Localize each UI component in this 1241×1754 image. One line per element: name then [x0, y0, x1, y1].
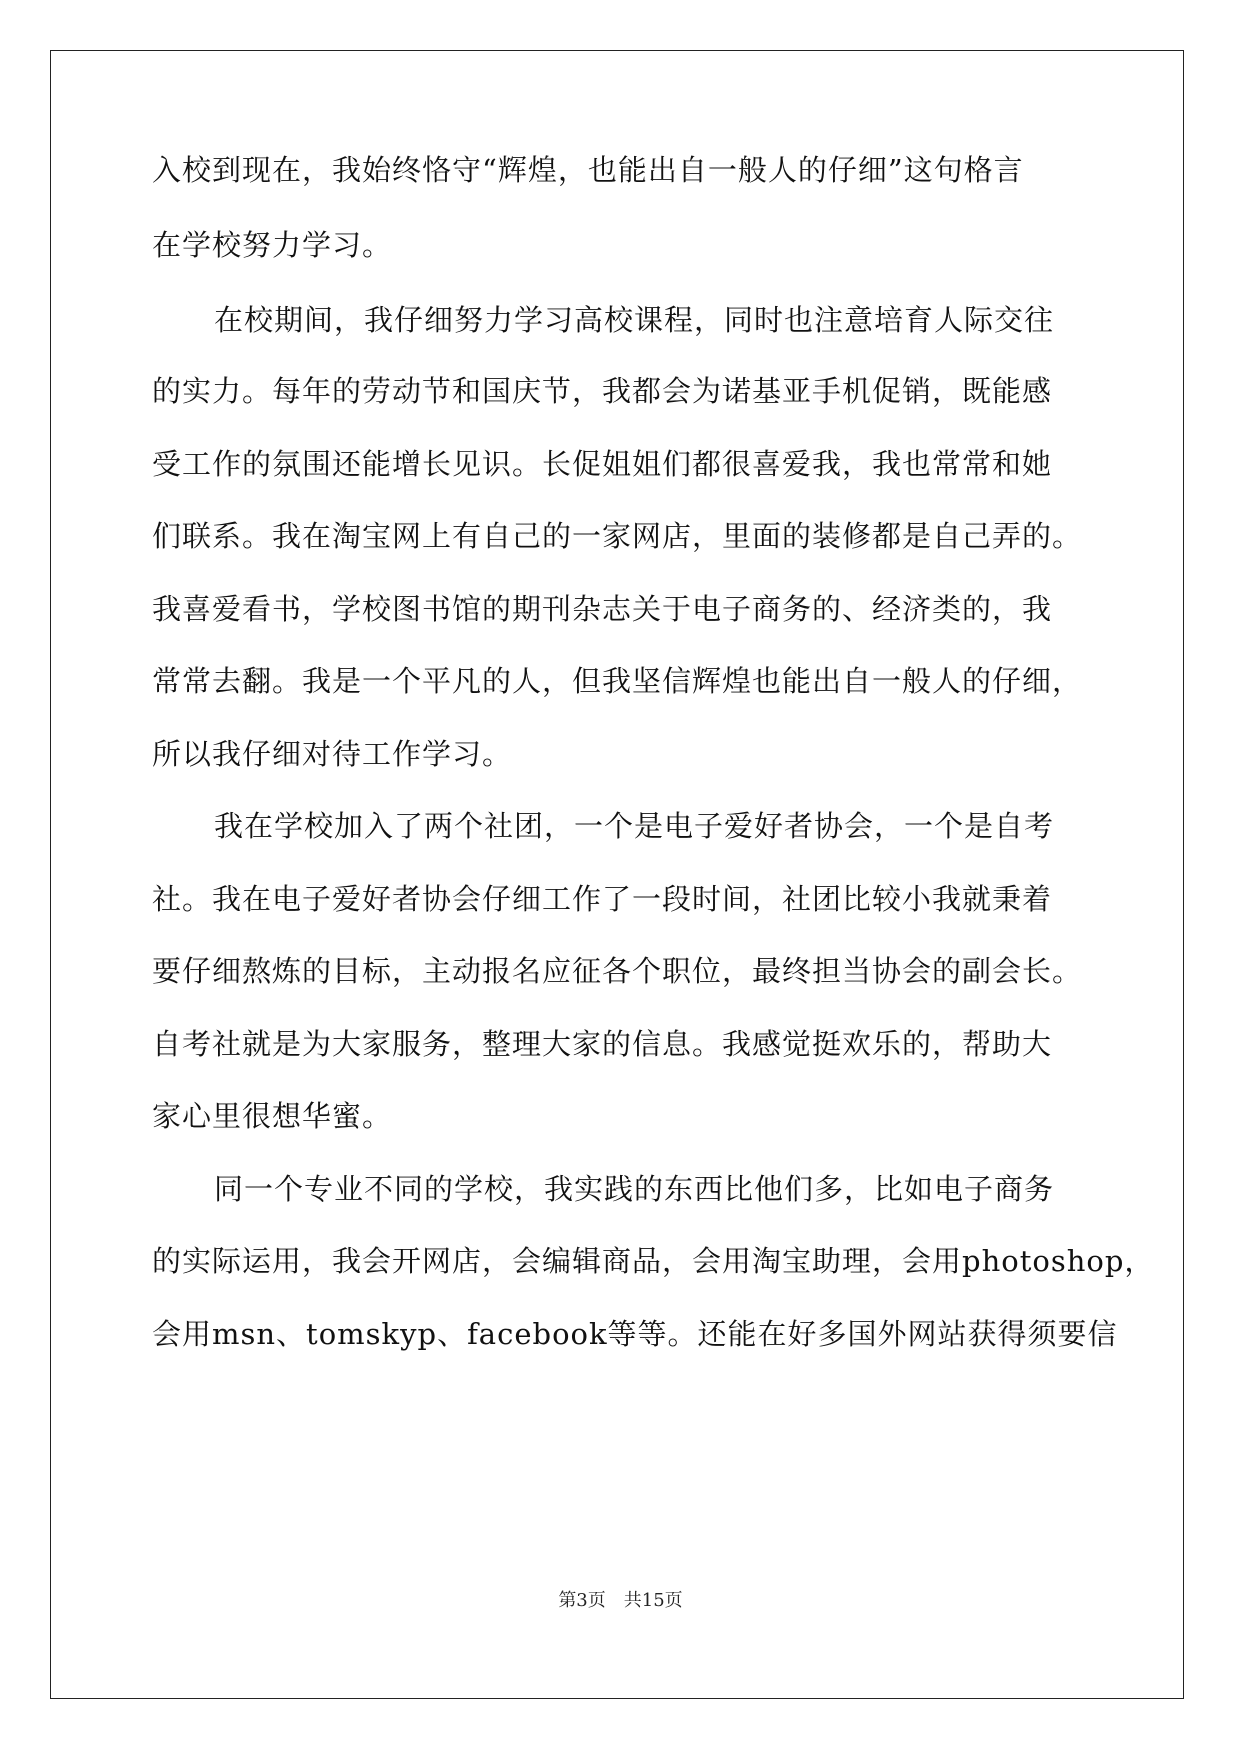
paragraph-start-line: 同一个专业不同的学校，我实践的东西比他们多，比如电子商务 — [214, 1172, 1055, 1206]
text-line: 家心里很想华蜜。 — [152, 1099, 393, 1133]
text-line: 要仔细熬炼的目标，主动报名应征各个职位，最终担当协会的副会长。 — [152, 954, 1083, 988]
text-line: 在学校努力学习。 — [152, 228, 393, 262]
text-line: 常常去翻。我是一个平凡的人，但我坚信辉煌也能出自一般人的仔细， — [152, 664, 1083, 698]
page-number-footer: 第3页 共15页 — [558, 1590, 683, 1611]
text-line: 的实际运用，我会开网店，会编辑商品，会用淘宝助理，会用photoshop， — [152, 1244, 1155, 1278]
paragraph-start-line: 我在学校加入了两个社团，一个是电子爱好者协会，一个是自考 — [214, 809, 1055, 843]
text-line: 会用msn、tomskyp、facebook等等。还能在好多国外网站获得须要信 — [152, 1317, 1118, 1351]
paragraph-start-line: 在校期间，我仔细努力学习高校课程，同时也注意培育人际交往 — [214, 303, 1055, 337]
text-line: 社。我在电子爱好者协会仔细工作了一段时间，社团比较小我就秉着 — [152, 882, 1053, 916]
text-line: 们联系。我在淘宝网上有自己的一家网店，里面的装修都是自己弄的。 — [152, 519, 1083, 553]
page-border — [50, 50, 1184, 1699]
text-line: 所以我仔细对待工作学习。 — [152, 737, 513, 771]
text-line: 受工作的氛围还能增长见识。长促姐姐们都很喜爱我，我也常常和她 — [152, 447, 1053, 481]
text-line: 自考社就是为大家服务，整理大家的信息。我感觉挺欢乐的，帮助大 — [152, 1027, 1053, 1061]
text-line: 我喜爱看书，学校图书馆的期刊杂志关于电子商务的、经济类的，我 — [152, 592, 1053, 626]
text-line: 入校到现在，我始终恪守“辉煌，也能出自一般人的仔细”这句格言 — [152, 153, 1024, 187]
text-line: 的实力。每年的劳动节和国庆节，我都会为诺基亚手机促销，既能感 — [152, 374, 1053, 408]
